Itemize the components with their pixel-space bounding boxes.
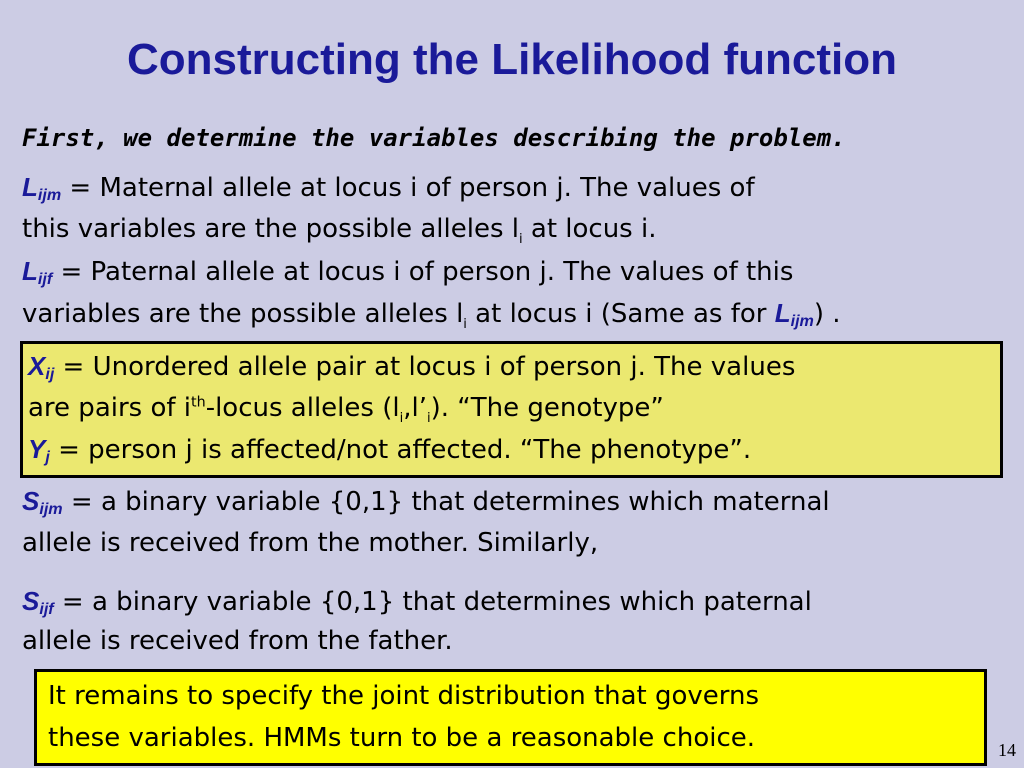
l-ijf-symbol: $L_{ijf}$ [22, 256, 53, 289]
s-ijf-definition-line-2: allele is received from the father. [22, 626, 453, 656]
page-number: 14 [998, 740, 1016, 760]
l-ijf-definition-line-2: variables are the possible alleles $l_i$ at locus i (Same as for $L_{ijm}$) . [22, 298, 841, 333]
conclusion-line-1: It remains to specify the joint distribution that governs [48, 681, 760, 711]
s-ijm-definition-line-2: allele is received from the mother. Similarly, [22, 528, 599, 558]
l-ijm-definition-line-2: this variables are the possible alleles $l_i$ at locus i. [22, 214, 657, 248]
y-j-symbol: $Y_j$ [28, 434, 50, 467]
y-j-definition: $Y_j$ = person j is affected/not affected. “The phenotype”. [28, 434, 752, 467]
s-ijf-definition-line-1: $S_{ijf} = a$ binary variable {0,1} that determines which paternal [22, 586, 812, 619]
x-ij-symbol: $X_{ij}$ [28, 351, 55, 384]
s-ijm-definition-line-1: $S_{ijm} = a$ binary variable {0,1} that determines which maternal [22, 486, 830, 519]
conclusion-line-2: these variables. HMMs turn to be a reasonable choice. [48, 723, 756, 753]
l-ijf-definition-line-1: $L_{ijf}$ = Paternal allele at locus i of person j. The values of this [22, 256, 794, 289]
s-ijf-symbol: $S_{ijf}$ [22, 586, 54, 619]
slide-title: Constructing the Likelihood function [127, 35, 897, 84]
l-ijm-symbol: $L_{ijm}$ [22, 172, 62, 205]
x-ij-definition-line-1: $X_{ij}$ = Unordered allele pair at locus i of person j. The values [28, 351, 796, 384]
l-ijm-reference: $L_{ijm}$ [774, 298, 814, 331]
s-ijm-symbol: $S_{ijm}$ [22, 486, 63, 519]
x-ij-definition-line-2: are pairs of $i^{th}$-locus alleles $(l_i,l’_i)$. “The genotype” [28, 393, 664, 427]
intro-text: First, we determine the variables describing the problem. [22, 124, 846, 152]
l-ijm-definition-line-1: $L_{ijm}$ = Maternal allele at locus i of person j. The values of [22, 172, 755, 205]
